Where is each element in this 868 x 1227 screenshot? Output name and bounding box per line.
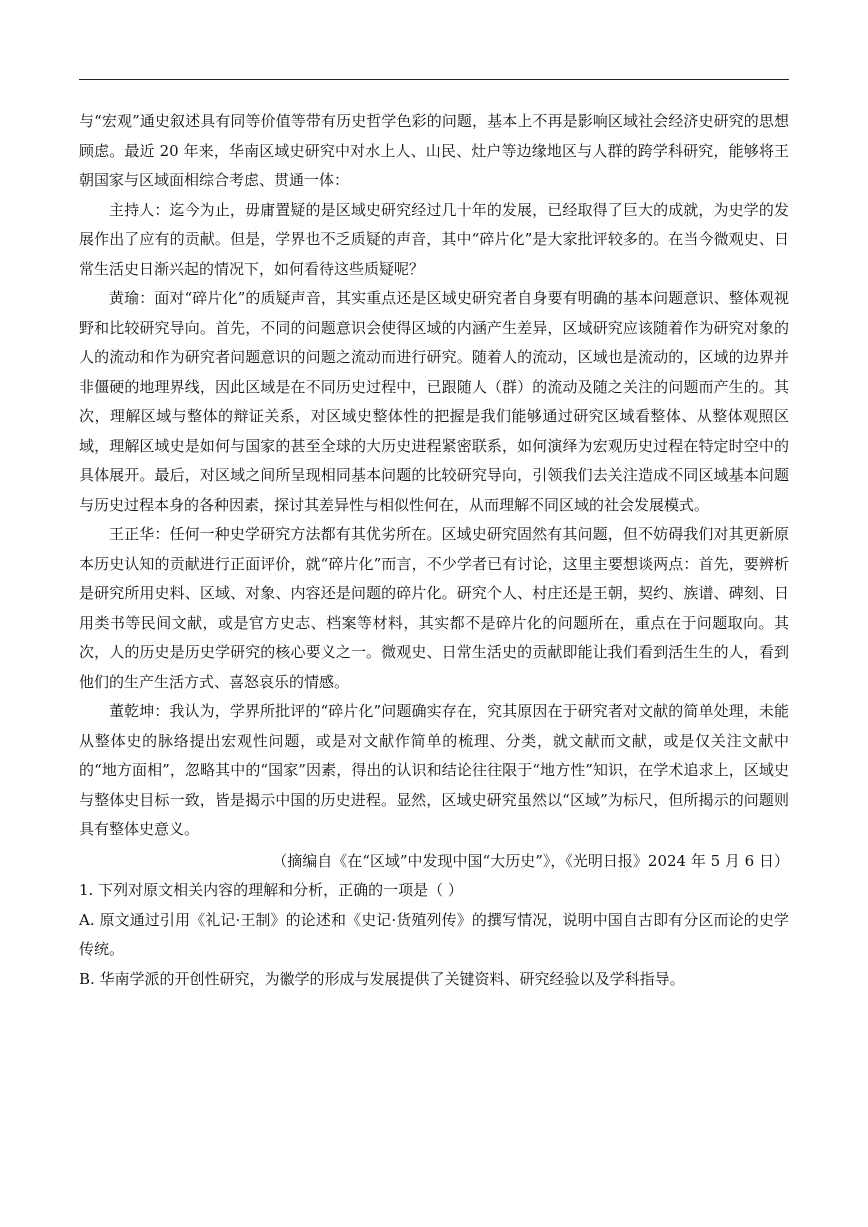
option-a: A. 原文通过引用《礼记·王制》的论述和《史记·货殖列传》的撰写情况，说明中国自古即有分区而论的史学传统。	[79, 910, 789, 958]
paragraph-dongqiankun: 董乾坤：我认为，学界所批评的“碎片化”问题确实存在，究其原因在于研究者对文献的简单处理，未能从整体史的脉络提出宏观性问题，或是对文献作简单的梳理、分类，就文献而文献，或是仅关注文献中的“地方面相”，忽略其中的“国家”因素，得出的认识和结论往往限于“地方性”知识，在学术追求上，区域史与整体史目标一致，皆是揭示中国的历史进程。显然，区域史研究虽然以“区域”为标尺，但所揭示的问题则具有整体史意义。	[79, 702, 789, 838]
paragraph-host: 主持人：迄今为止，毋庸置疑的是区域史研究经过几十年的发展，已经取得了巨大的成就，为史学的发展作出了应有的贡献。但是，学界也不乏质疑的声音，其中“碎片化”是大家批评较多的。在当今微观史、日常生活史日渐兴起的情况下，如何看待这些质疑呢？	[79, 200, 789, 278]
header-rule	[79, 79, 789, 80]
document-body	[79, 107, 789, 994]
question-stem: 1. 下列对原文相关内容的理解和分析，正确的一项是（ ）	[79, 881, 463, 899]
paragraph-huangyu: 黄瑜：面对“碎片化”的质疑声音，其实重点还是区域史研究者自身要有明确的基本问题意识、整体观视野和比较研究导向。首先，不同的问题意识会使得区域的内涵产生差异，区域研究应该随着作为研究对象的人的流动和作为研究者问题意识的问题之流动而进行研究。随着人的流动，区域也是流动的，区域的边界并非僵硬的地理界线，因此区域是在不同历史过程中，已跟随人（群）的流动及随之关注的问题而产生的。其次，理解区域与整体的辩证关系，对区域史整体性的把握是我们能够通过研究区域看整体、从整体观照区域，理解区域史是如何与国家的甚至全球的大历史进程紧密联系，如何演绎为宏观历史过程在特定时空中的具体展开。最后，对区域之间所呈现相同基本问题的比较研究导向，引领我们去关注造成不同区域基本问题与历史过程本身的各种因素，探讨其差异性与相似性何在，从而理解不同区域的社会发展模式。	[79, 289, 789, 514]
paragraph-1: 与“宏观”通史叙述具有同等价值等带有历史哲学色彩的问题，基本上不再是影响区域社会经济史研究的思想顾虑。最近 20 年来，华南区域史研究中对水上人、山民、灶户等边缘地区与人群的跨学科研究，能够将王朝国家与区域面相综合考虑、贯通一体：	[79, 112, 789, 189]
option-b: B. 华南学派的开创性研究，为徽学的形成与发展提供了关键资料、研究经验以及学科指导。	[79, 969, 685, 988]
source-citation: （摘编自《在“区域”中发现中国“大历史”》，《光明日报》2024 年 5 月 6 日）	[272, 851, 789, 870]
paragraph-wangzhenghua: 王正华：任何一种史学研究方法都有其优劣所在。区域史研究固然有其问题，但不妨碍我们对其更新原本历史认知的贡献进行正面评价，就“碎片化”而言，不少学者已有讨论，这里主要想谈两点：首先，要辨析是研究所用史料、区域、对象、内容还是问题的碎片化。研究个人、村庄还是王朝，契约、族谱、碑刻、日用类书等民间文献，或是官方史志、档案等材料，其实都不是碎片化的问题所在，重点在于问题取向。其次，人的历史是历史学研究的核心要义之一。微观史、日常生活史的贡献即能让我们看到活生生的人，看到他们的生产生活方式、喜怒哀乐的情感。	[79, 525, 789, 691]
